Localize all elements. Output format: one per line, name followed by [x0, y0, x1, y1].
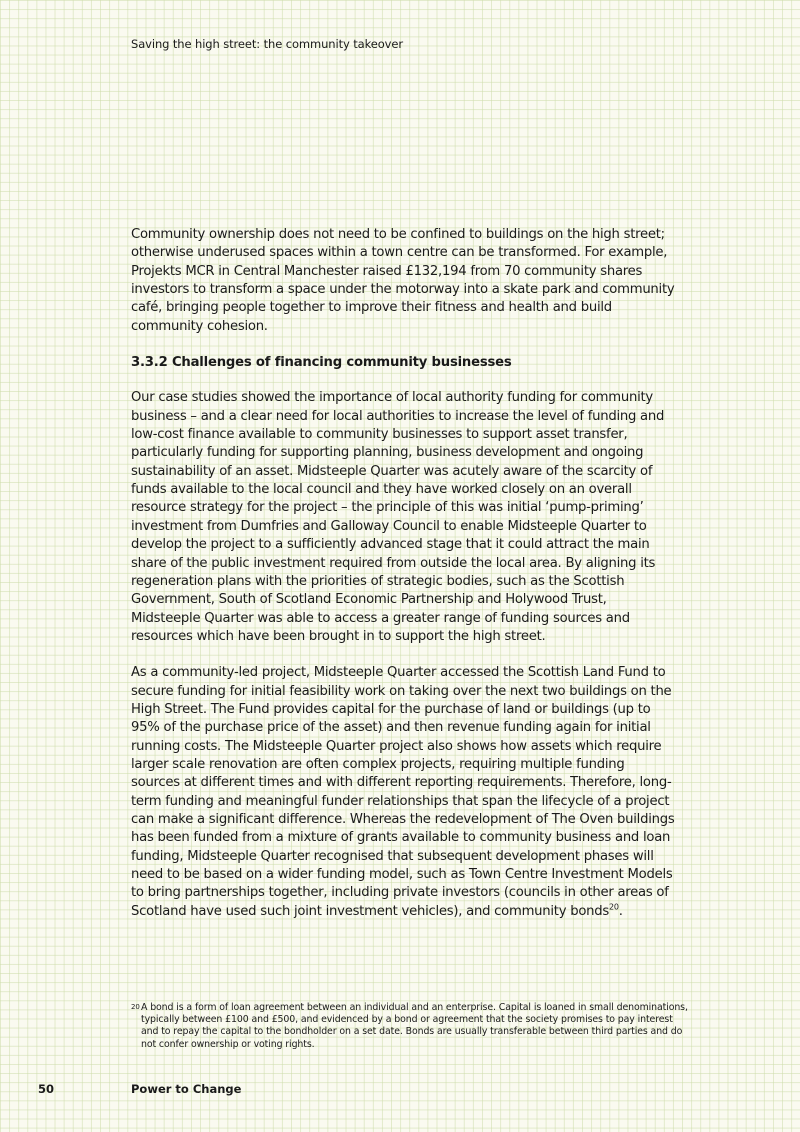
page-number: 50 [38, 1082, 55, 1096]
paragraph-community-led-text: As a community-led project, Midsteeple Quarter accessed the Scottish Land Fund to secure funding for initial feasibility work on taking over the next two buildings on the High Street. The Fund provides capital for the purchase of land or buildings (up to 95% of the purchase price of the asset) and then revenue funding again for initial running costs. The Midsteeple Quarter project also shows how assets which require larger scale renovation are often complex projects, requiring multiple funding sources at different times and with different reporting requirements. Therefore, long-term funding and meaningful funder relationships that span the lifecycle of a project can make a significant difference. Whereas the redevelopment of The Oven buildings has been funded from a mixture of grants available to community business and loan funding, Midsteeple Quarter recognised that subsequent development phases will need to be based on a wider funding model, such as Town Centre Investment Models to bring partnerships together, including private investors (councils in other areas of Scotland have used such joint investment vehicles), and community bonds [131, 665, 675, 919]
running-header: Saving the high street: the community takeover [131, 37, 403, 51]
footnote-number: 20 [131, 1003, 140, 1011]
footnote [131, 1002, 691, 1051]
paragraph-case-studies: Our case studies showed the importance of local authority funding for community business – and a clear need for local authorities to increase the level of funding and low-cost finance available to community businesses to support asset transfer, particularly funding for supporting planning, business development and ongoing sustainability of an asset. Midsteeple Quarter was acutely aware of the scarcity of funds available to the local council and they have worked closely on an overall resource strategy for the project – the principle of this was initial ‘pump-priming’ investment from Dumfries and Galloway Council to enable Midsteeple Quarter to develop the project to a sufficiently advanced stage that it could attract the main share of the public investment required from outside the local area. By aligning its regeneration plans with the priorities of strategic bodies, such as the Scottish Government, South of Scotland Economic Partnership and Holywood Trust, Midsteeple Quarter was able to access a greater range of funding sources and resources which have been brought in to support the high street. [131, 390, 665, 644]
main-text [131, 226, 676, 921]
footnote-text: A bond is a form of loan agreement between an individual and an enterprise. Capital is loaned in small denominations, typically between £100 and £500, and evidenced by a bond or agreement that the society promises to pay interest and to repay the capital to the bondholder on a set date. Bonds are usually transferable between third parties and do not confer ownership or voting rights. [141, 1002, 688, 1050]
footnote-reference[interactable]: 20 [609, 902, 619, 912]
paragraph-end-punctuation: . [618, 903, 623, 919]
paragraph-community-ownership: Community ownership does not need to be confined to buildings on the high street; otherwise underused spaces within a town centre can be transformed. For example, Projekts MCR in Central Manchester raised £132,194 from 70 community shares investors to transform a space under the motorway into a skate park and community café, bringing people together to improve their fitness and health and build community cohesion. [131, 227, 675, 334]
section-heading: 3.3.2 Challenges of financing community businesses [131, 355, 512, 371]
paragraph-community-led [131, 664, 676, 921]
publisher-name: Power to Change [131, 1082, 242, 1096]
